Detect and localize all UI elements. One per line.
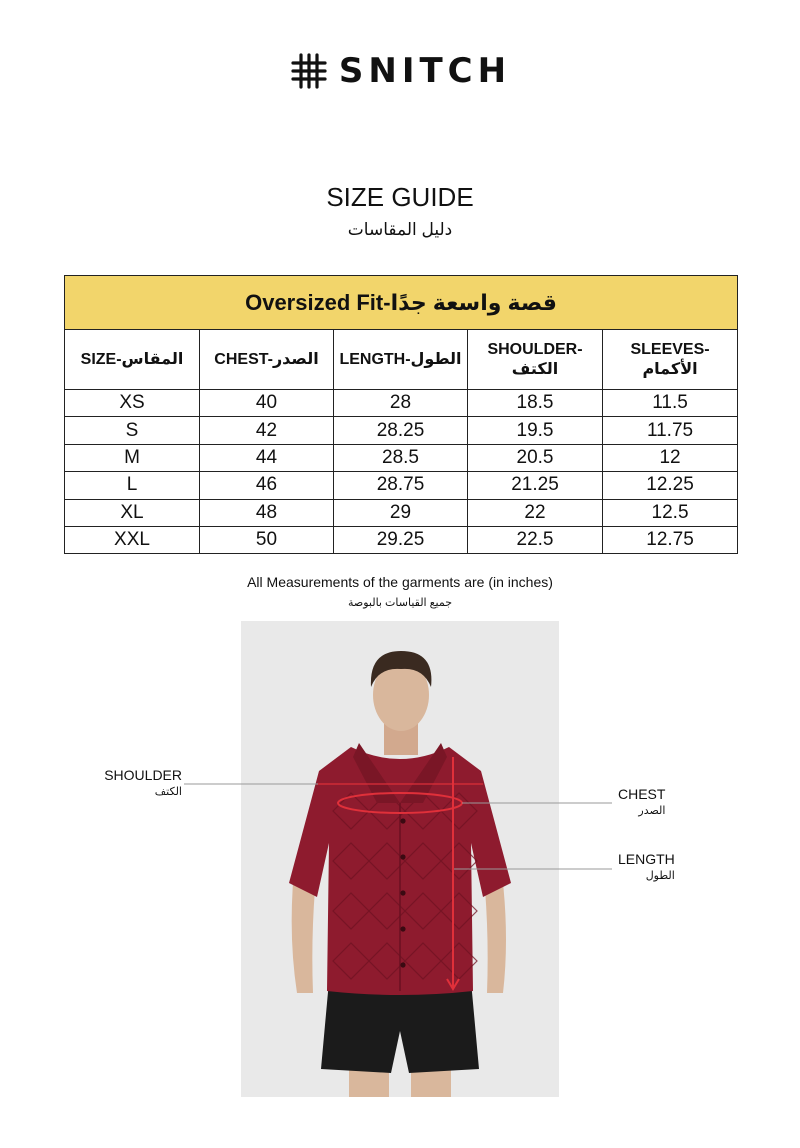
cell-shoulder: 18.5 — [468, 390, 603, 417]
table-header-row — [65, 330, 738, 390]
size-table — [64, 275, 738, 554]
cell-length: 28.25 — [334, 417, 468, 444]
cell-chest: 50 — [200, 526, 334, 553]
cell-chest: 42 — [200, 417, 334, 444]
table-row — [65, 417, 738, 444]
callout-chest-label: CHEST — [618, 786, 666, 802]
model-photo — [241, 621, 559, 1097]
cell-shoulder: 19.5 — [468, 417, 603, 444]
column-header-size: SIZE-المقاس — [65, 330, 200, 390]
cell-shoulder: 20.5 — [468, 444, 603, 471]
table-row — [65, 526, 738, 553]
cell-size: L — [65, 472, 200, 499]
cell-chest: 40 — [200, 390, 334, 417]
column-header-length: LENGTH-الطول — [334, 330, 468, 390]
brand-header — [0, 48, 800, 94]
callout-length-label: LENGTH — [618, 851, 675, 867]
table-row — [65, 472, 738, 499]
brand-name: SNITCH — [338, 51, 512, 91]
column-header-chest: CHEST-الصدر — [200, 330, 334, 390]
column-header-sleeves: SLEEVES- الأكمام — [603, 330, 738, 390]
table-row — [65, 444, 738, 471]
page-title-arabic: دليل المقاسات — [347, 220, 453, 239]
cell-size: XS — [65, 390, 200, 417]
cell-chest: 44 — [200, 444, 334, 471]
callout-length — [618, 851, 675, 885]
cell-length: 29 — [334, 499, 468, 526]
cell-sleeves: 12 — [603, 444, 738, 471]
callout-chest — [618, 786, 665, 820]
cell-sleeves: 11.75 — [603, 417, 738, 444]
cell-length: 28.5 — [334, 444, 468, 471]
cell-chest: 48 — [200, 499, 334, 526]
cell-shoulder: 22.5 — [468, 526, 603, 553]
cell-length: 28.75 — [334, 472, 468, 499]
table-row — [65, 499, 738, 526]
page-title: SIZE GUIDE — [326, 182, 474, 212]
fit-label: Oversized Fit-قصة واسعة جدًا — [65, 276, 738, 330]
cell-sleeves: 12.75 — [603, 526, 738, 553]
cell-size: S — [65, 417, 200, 444]
cell-length: 28 — [334, 390, 468, 417]
cell-sleeves: 12.25 — [603, 472, 738, 499]
cell-length: 29.25 — [334, 526, 468, 553]
table-row — [65, 390, 738, 417]
cell-size: M — [65, 444, 200, 471]
callout-shoulder-label-arabic: الكتف — [154, 786, 182, 798]
measurement-note: All Measurements of the garments are (in inches) — [247, 574, 553, 590]
cell-chest: 46 — [200, 472, 334, 499]
cell-sleeves: 12.5 — [603, 499, 738, 526]
callout-shoulder-label: SHOULDER — [104, 767, 182, 783]
cell-size: XXL — [65, 526, 200, 553]
callout-chest-label-arabic: الصدر — [638, 805, 666, 817]
cell-sleeves: 11.5 — [603, 390, 738, 417]
cell-shoulder: 21.25 — [468, 472, 603, 499]
measurement-note-arabic: جميع القياسات بالبوصة — [347, 597, 453, 609]
callout-length-label-arabic: الطول — [645, 870, 675, 882]
hash-grid-logo-icon — [289, 51, 329, 91]
callout-shoulder — [96, 767, 182, 801]
cell-size: XL — [65, 499, 200, 526]
column-header-shoulder: SHOULDER- الكتف — [468, 330, 603, 390]
cell-shoulder: 22 — [468, 499, 603, 526]
